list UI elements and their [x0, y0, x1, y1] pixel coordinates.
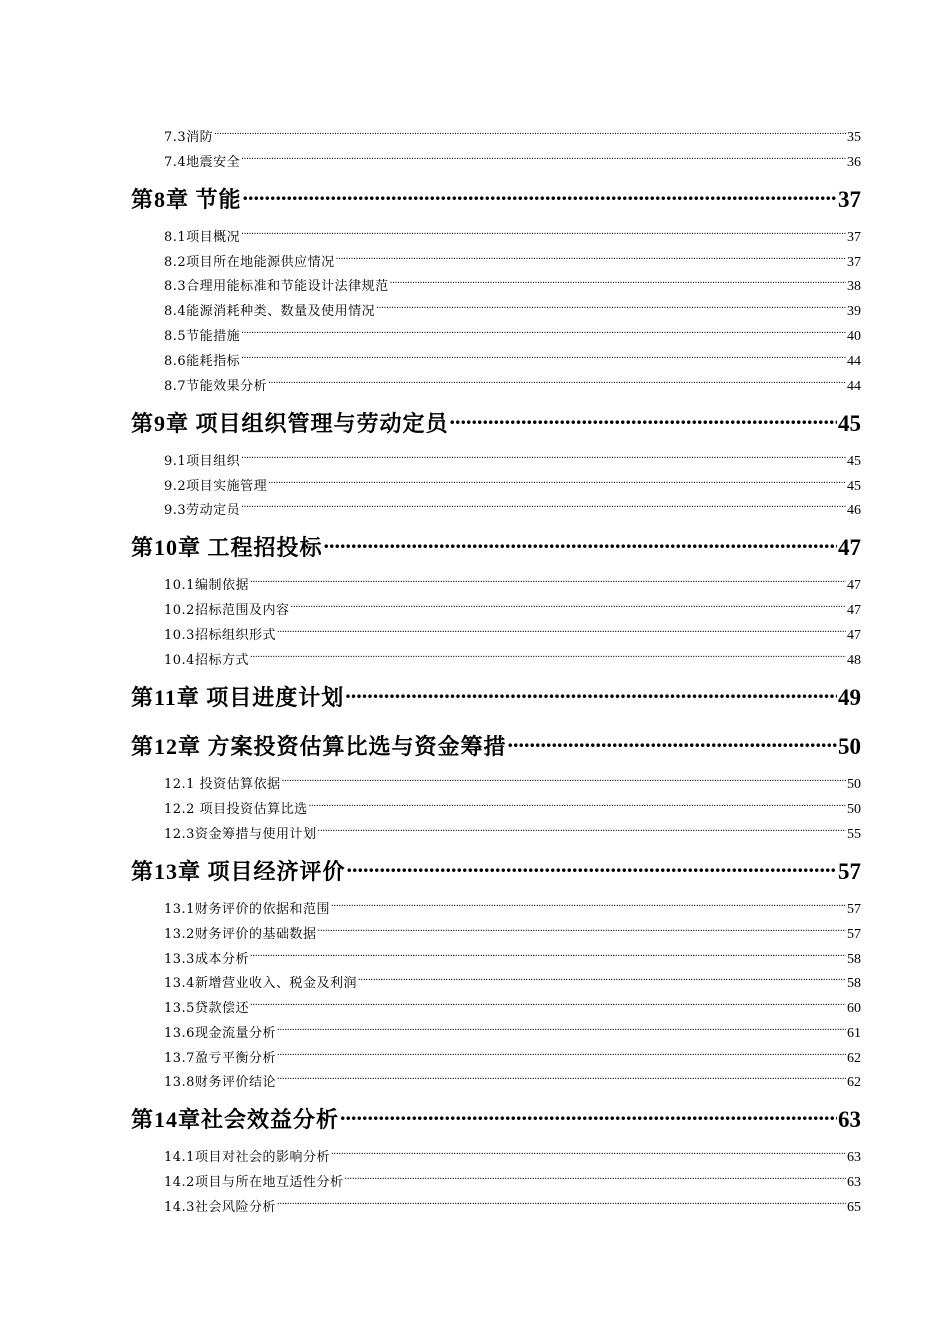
- toc-page-number: 45: [838, 411, 861, 436]
- toc-chapter-entry[interactable]: [131, 533, 861, 562]
- toc-entry-title: 8.7节能效果分析: [164, 379, 268, 394]
- toc-page-number: 58: [847, 976, 861, 991]
- toc-page-number: 58: [847, 952, 861, 967]
- toc-entry-title: 9.3劳动定员: [164, 503, 241, 518]
- dot-leader: [277, 1198, 846, 1211]
- toc-entry[interactable]: [164, 1049, 861, 1068]
- toc-entry-title: 9.1项目组织: [164, 454, 241, 469]
- dot-leader: [250, 576, 846, 589]
- toc-entry-title: 8.2项目所在地能源供应情况: [164, 255, 335, 270]
- dot-leader: [241, 452, 846, 465]
- toc-entry[interactable]: [164, 253, 861, 272]
- toc-entry[interactable]: [164, 153, 861, 172]
- toc-page-number: 37: [838, 187, 861, 212]
- dot-leader: [317, 925, 846, 938]
- toc-chapter-entry[interactable]: [131, 185, 861, 214]
- toc-page-number: 50: [847, 802, 861, 817]
- toc-page-number: 44: [847, 379, 861, 394]
- toc-chapter-entry[interactable]: [131, 857, 861, 886]
- dot-leader: [277, 1024, 846, 1037]
- toc-page-number: 36: [847, 155, 861, 170]
- toc-chapter-title: 第8章 节能: [131, 187, 242, 212]
- toc-entry[interactable]: [164, 825, 861, 844]
- toc-page-number: 47: [838, 535, 861, 560]
- toc-entry-title: 10.1编制依据: [164, 578, 249, 593]
- dot-leader: [241, 153, 846, 166]
- toc-page-number: 63: [847, 1150, 861, 1165]
- dot-leader: [344, 1173, 846, 1186]
- toc-entry[interactable]: [164, 999, 861, 1018]
- dot-leader: [358, 974, 846, 987]
- toc-entry-title: 13.4新增营业收入、税金及利润: [164, 976, 357, 991]
- toc-entry[interactable]: [164, 775, 861, 794]
- toc-page-number: 39: [847, 304, 861, 319]
- toc-entry-title: 10.3招标组织形式: [164, 628, 276, 643]
- toc-entry[interactable]: [164, 1073, 861, 1092]
- dot-leader: [268, 377, 846, 390]
- dot-leader: [390, 277, 846, 290]
- toc-page-number: 50: [847, 777, 861, 792]
- toc-entry[interactable]: [164, 1024, 861, 1043]
- toc-entry[interactable]: [164, 974, 861, 993]
- toc-chapter-entry[interactable]: [131, 409, 861, 438]
- toc-entry-title: 13.7盈亏平衡分析: [164, 1051, 276, 1066]
- toc-entry[interactable]: [164, 302, 861, 321]
- dot-leader: [331, 900, 846, 913]
- toc-entry-title: 9.2项目实施管理: [164, 479, 268, 494]
- toc-chapter-title: 第9章 项目组织管理与劳动定员: [131, 411, 449, 436]
- dot-leader: [282, 775, 846, 788]
- dot-leader: [336, 253, 846, 266]
- toc-page-number: 49: [838, 685, 861, 710]
- toc-entry[interactable]: [164, 327, 861, 346]
- toc-entry[interactable]: [164, 277, 861, 296]
- toc-page-number: 44: [847, 354, 861, 369]
- toc-entry-title: 10.4招标方式: [164, 653, 249, 668]
- toc-entry-title: 8.4能源消耗种类、数量及使用情况: [164, 304, 376, 319]
- toc-page-number: 63: [847, 1175, 861, 1190]
- toc-chapter-entry[interactable]: [131, 1105, 861, 1134]
- toc-page-number: 50: [838, 734, 861, 759]
- toc-chapter-entry[interactable]: [131, 732, 861, 761]
- toc-entry-title: 13.1财务评价的依据和范围: [164, 902, 330, 917]
- toc-entry[interactable]: [164, 128, 861, 147]
- toc-entry[interactable]: [164, 601, 861, 620]
- toc-entry-title: 10.2招标范围及内容: [164, 603, 290, 618]
- toc-page-number: 55: [847, 827, 861, 842]
- toc-entry-title: 12.1 投资估算依据: [164, 777, 281, 792]
- toc-chapter-title: 第10章 工程招投标: [131, 535, 323, 560]
- dot-leader: [268, 477, 846, 490]
- dot-leader: [331, 1148, 846, 1161]
- toc-entry[interactable]: [164, 477, 861, 496]
- toc-entry[interactable]: [164, 452, 861, 471]
- toc-page-number: 46: [847, 503, 861, 518]
- dot-leader: [241, 352, 846, 365]
- dot-leader: [277, 1049, 846, 1062]
- toc-entry-title: 13.2财务评价的基础数据: [164, 927, 317, 942]
- dot-leader: [250, 950, 846, 963]
- toc-page-number: 48: [847, 653, 861, 668]
- toc-page-number: 62: [847, 1051, 861, 1066]
- dot-leader: [250, 651, 846, 664]
- toc-page-number: 40: [847, 329, 861, 344]
- dot-leader: [241, 501, 846, 514]
- toc-page-number: 63: [838, 1107, 861, 1132]
- toc-page-number: 57: [847, 902, 861, 917]
- toc-entry-title: 13.3成本分析: [164, 952, 249, 967]
- toc-entry-title: 12.3资金筹措与使用计划: [164, 827, 317, 842]
- dot-leader: [347, 857, 837, 879]
- dot-leader: [241, 327, 846, 340]
- toc-page-number: 57: [847, 927, 861, 942]
- dot-leader: [243, 185, 837, 207]
- dot-leader: [508, 732, 837, 754]
- dot-leader: [317, 825, 846, 838]
- toc-entry[interactable]: [164, 950, 861, 969]
- toc-page-number: 61: [847, 1026, 861, 1041]
- dot-leader: [309, 800, 846, 813]
- toc-entry[interactable]: [164, 228, 861, 247]
- toc-entry-title: 12.2 项目投资估算比选: [164, 802, 308, 817]
- toc-entry-title: 7.3消防: [164, 130, 214, 145]
- toc-entry[interactable]: [164, 925, 861, 944]
- dot-leader: [450, 409, 837, 431]
- toc-chapter-title: 第11章 项目进度计划: [131, 685, 345, 710]
- toc-entry-title: 13.8财务评价结论: [164, 1075, 276, 1090]
- dot-leader: [324, 533, 837, 555]
- toc-page-number: 47: [847, 628, 861, 643]
- toc-entry[interactable]: [164, 651, 861, 670]
- toc-entry[interactable]: [164, 1198, 861, 1217]
- dot-leader: [290, 601, 846, 614]
- dot-leader: [250, 999, 846, 1012]
- toc-entry[interactable]: [164, 900, 861, 919]
- dot-leader: [340, 1105, 837, 1127]
- toc-entry-title: 8.3合理用能标准和节能设计法律规范: [164, 279, 389, 294]
- dot-leader: [345, 683, 837, 705]
- dot-leader: [277, 626, 846, 639]
- toc-entry-title: 7.4地震安全: [164, 155, 241, 170]
- toc-entry-title: 8.5节能措施: [164, 329, 241, 344]
- toc-entry-title: 8.6能耗指标: [164, 354, 241, 369]
- toc-page-number: 47: [847, 603, 861, 618]
- dot-leader: [376, 302, 846, 315]
- toc-entry[interactable]: [164, 377, 861, 396]
- toc-entry[interactable]: [164, 576, 861, 595]
- toc-page-number: 57: [838, 859, 861, 884]
- toc-chapter-title: 第13章 项目经济评价: [131, 859, 346, 884]
- toc-entry-title: 13.5贷款偿还: [164, 1001, 249, 1016]
- toc-entry[interactable]: [164, 1148, 861, 1167]
- toc-entry[interactable]: [164, 501, 861, 520]
- toc-page-number: 45: [847, 454, 861, 469]
- toc-entry-title: 14.3社会风险分析: [164, 1200, 276, 1215]
- toc-page-number: 38: [847, 279, 861, 294]
- toc-entry-title: 13.6现金流量分析: [164, 1026, 276, 1041]
- toc-entry[interactable]: [164, 626, 861, 645]
- toc-entry[interactable]: [164, 1173, 861, 1192]
- toc-entry-title: 14.1项目对社会的影响分析: [164, 1150, 330, 1165]
- toc-page-number: 37: [847, 230, 861, 245]
- toc-page-number: 35: [847, 130, 861, 145]
- toc-chapter-entry[interactable]: [131, 683, 861, 712]
- dot-leader: [214, 128, 846, 141]
- dot-leader: [277, 1073, 846, 1086]
- toc-page-number: 65: [847, 1200, 861, 1215]
- dot-leader: [241, 228, 846, 241]
- toc-entry-title: 14.2项目与所在地互适性分析: [164, 1175, 344, 1190]
- toc-page-number: 60: [847, 1001, 861, 1016]
- toc-entry[interactable]: [164, 800, 861, 819]
- toc-page-number: 62: [847, 1075, 861, 1090]
- toc-chapter-title: 第12章 方案投资估算比选与资金筹措: [131, 734, 507, 759]
- toc-page-number: 45: [847, 479, 861, 494]
- toc-entry[interactable]: [164, 352, 861, 371]
- toc-page-number: 47: [847, 578, 861, 593]
- toc-page-number: 37: [847, 255, 861, 270]
- toc-entry-title: 8.1项目概况: [164, 230, 241, 245]
- toc-chapter-title: 第14章社会效益分析: [131, 1107, 340, 1132]
